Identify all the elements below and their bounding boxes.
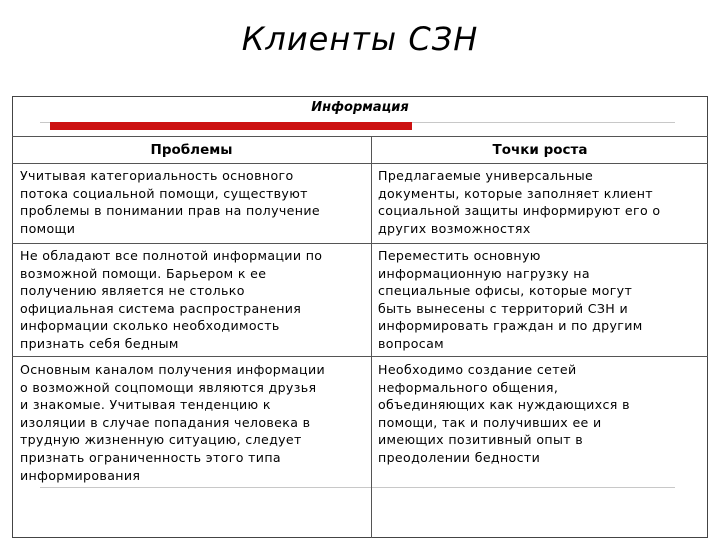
section-header: Информация — [311, 100, 409, 115]
slide-title: Клиенты СЗН — [241, 20, 479, 58]
table-cell-growth-1: Предлагаемые универсальные документы, которые заполняет клиент социальной защиты информируют его о других возможностях — [378, 168, 661, 236]
table-cell-growth-3: Необходимо создание сетей неформального общения, объединяющих как нуждающихся в помощи, так и получивших ее и имеющих позитивный опыт в преодолении бедности — [378, 362, 630, 465]
column-header-growth: Точки роста — [492, 142, 588, 158]
row-1-rule — [12, 243, 708, 244]
column-divider — [371, 137, 372, 538]
table-cell-problem-3: Основным каналом получения информации о возможной соцпомощи являются друзья и знакомые. Учитывая тенденцию к изоляции в случае попадания человека в трудную жизненную ситуацию, следует признать ограниченность этого типа информирования — [20, 362, 326, 483]
column-header-problems: Проблемы — [150, 142, 233, 158]
header-rule — [12, 136, 708, 137]
table-cell-growth-2: Переместить основную информационную нагрузку на специальные офисы, которые могут быть вынесены с территорий СЗН и информировать граждан и по другим вопросам — [378, 248, 643, 351]
table-cell-problem-2: Не обладают все полнотой информации по возможной помощи. Барьером к ее получению является не столько официальная система распространения информации сколько необходимость признать себя бедным — [20, 248, 323, 351]
accent-bar — [50, 122, 412, 130]
table-cell-problem-1: Учитывая категориальность основного потока социальной помощи, существуют проблемы в понимании прав на получение помощи — [20, 168, 320, 236]
column-header-rule — [12, 163, 708, 164]
row-2-rule — [12, 356, 708, 357]
